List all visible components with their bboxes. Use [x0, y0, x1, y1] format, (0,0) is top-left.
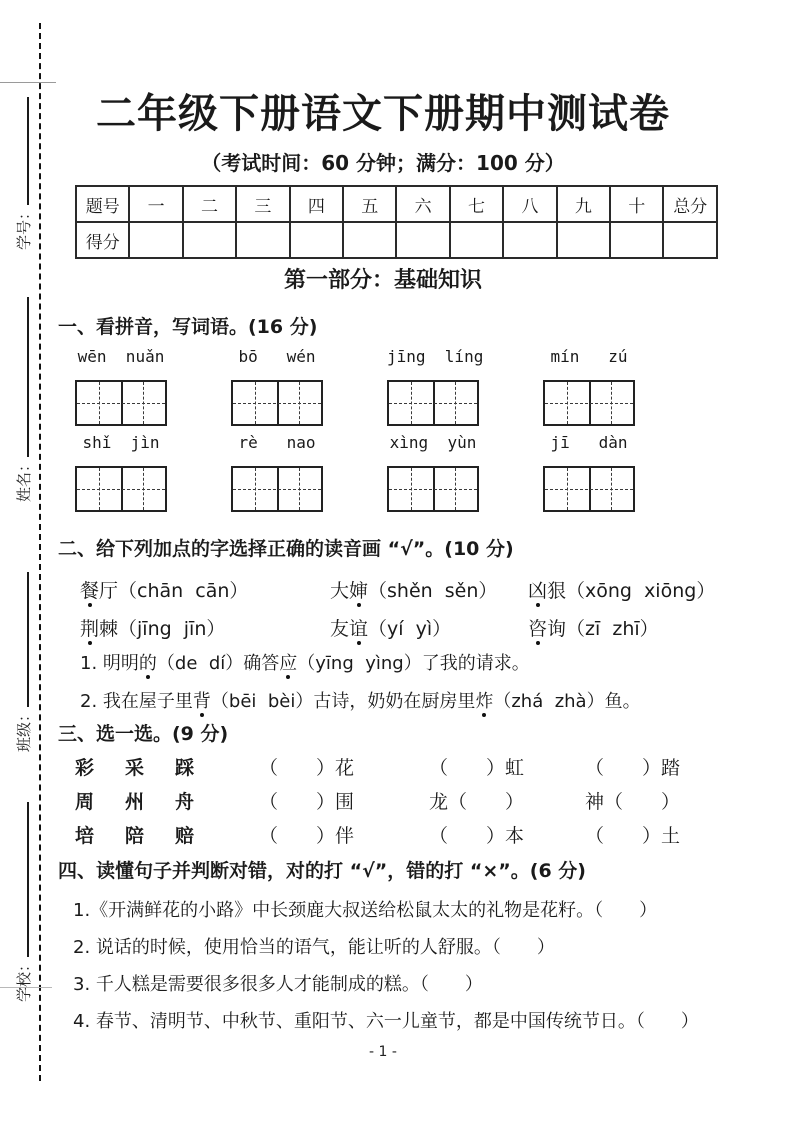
score-table-cell: 七 [450, 186, 503, 222]
text-segment: 询（zī zhī） [547, 618, 659, 640]
q3-options: 彩 采 踩 [75, 757, 201, 779]
writing-grid [75, 466, 167, 512]
q3-heading: 三、选一选。(9 分) [58, 723, 229, 745]
q3-blank: （ ）本 [429, 825, 525, 847]
q2-sentence [80, 649, 530, 675]
pinyin-label: mín zú [550, 347, 628, 366]
writing-grid [75, 380, 167, 426]
q3-blank: （ ）围 [259, 791, 355, 813]
score-input-cell [557, 222, 610, 258]
q4-item: 2. 说话的时候，使用恰当的语气，能让听的人舒服。（ ） [73, 937, 555, 958]
q2-word [330, 576, 497, 603]
score-table-cell: 二 [183, 186, 236, 222]
text-segment: 狠（xōng xiōng） [547, 580, 716, 602]
q3-row [75, 787, 753, 814]
text-segment: 棘（jīng jīn） [99, 618, 226, 640]
school-blank [15, 802, 29, 957]
pinyin-group [231, 346, 323, 426]
score-table-header-row [76, 186, 717, 222]
binding-dashed-line [39, 23, 41, 1081]
score-table-cell: 八 [503, 186, 556, 222]
q2-word [80, 576, 248, 603]
dotted-character: 谊 [349, 618, 369, 640]
text-segment: （shěn sěn） [368, 580, 498, 602]
score-table-cell: 一 [129, 186, 182, 222]
text-segment: （yīng yìng）了我的请求。 [297, 653, 530, 674]
score-input-cell [236, 222, 289, 258]
exam-title: 二年级下册语文下册期中测试卷 [96, 91, 670, 137]
dotted-character: 背 [192, 691, 211, 712]
pinyin-group [543, 432, 635, 512]
text-segment: 2. 我在屋子里 [80, 691, 193, 712]
q2-word [80, 614, 225, 641]
text-segment: 大 [330, 580, 350, 602]
dotted-character: 炸 [475, 691, 494, 712]
student-id-label: 学号： [15, 204, 33, 250]
writing-grid [543, 466, 635, 512]
pinyin-label: jī dàn [550, 433, 628, 452]
q3-options: 周 州 舟 [75, 791, 201, 813]
q3-blank: 神（ ） [585, 791, 681, 813]
score-input-cell [450, 222, 503, 258]
q3-blank: （ ）花 [259, 757, 355, 779]
pinyin-group [387, 346, 484, 426]
q3-blank: 龙（ ） [429, 791, 525, 813]
q3-blank: （ ）伴 [259, 825, 355, 847]
dotted-character: 凶 [528, 580, 548, 602]
name-label: 姓名： [15, 456, 33, 502]
score-input-cell [343, 222, 396, 258]
pinyin-group [75, 432, 167, 512]
pinyin-label: wēn nuǎn [77, 347, 165, 366]
pinyin-group [387, 432, 479, 512]
margin-field-name [14, 297, 34, 502]
dotted-character: 应 [279, 653, 298, 674]
q3-blank: （ ）虹 [429, 757, 525, 779]
q2-word [528, 614, 659, 641]
q3-options: 培 陪 赔 [75, 825, 201, 847]
q2-heading: 二、给下列加点的字选择正确的读音画 “√”。(10 分) [58, 538, 514, 560]
pinyin-label: bō wén [238, 347, 316, 366]
q1-heading: 一、看拼音，写词语。(16 分) [58, 316, 318, 338]
text-segment: 友 [330, 618, 350, 640]
text-segment: （de dí）确答 [156, 653, 280, 674]
q2-word [528, 576, 715, 603]
writing-grid [231, 466, 323, 512]
text-segment: （zhá zhà）鱼。 [493, 691, 641, 712]
score-input-cell [610, 222, 663, 258]
q2-sentence [80, 687, 641, 713]
class-blank [15, 572, 29, 707]
name-blank [15, 297, 29, 457]
writing-grid [387, 380, 479, 426]
score-table-cell: 题号 [76, 186, 129, 222]
q3-blank: （ ）土 [585, 825, 681, 847]
page-number: - 1 - [369, 1044, 397, 1060]
text-segment: 厅（chān cān） [99, 580, 249, 602]
score-input-cell [663, 222, 717, 258]
pinyin-label: shǐ jìn [82, 433, 160, 452]
score-table-cell: 三 [236, 186, 289, 222]
text-segment: （yí yì） [368, 618, 452, 640]
dotted-character: 咨 [528, 618, 548, 640]
score-table-cell: 四 [290, 186, 343, 222]
writing-grid [543, 380, 635, 426]
pinyin-group [231, 432, 323, 512]
pinyin-label: jīng líng [387, 347, 484, 366]
score-table-cell: 五 [343, 186, 396, 222]
margin-field-school [14, 802, 34, 1002]
score-table [75, 185, 718, 259]
score-table-cell: 六 [396, 186, 449, 222]
margin-field-class [14, 572, 34, 752]
score-table-score-row [76, 222, 717, 258]
dotted-character: 的 [138, 653, 157, 674]
school-label: 学校： [15, 956, 33, 1002]
pinyin-label: xìng yùn [389, 433, 477, 452]
score-table-cell: 九 [557, 186, 610, 222]
score-input-cell [396, 222, 449, 258]
pinyin-group [543, 346, 635, 426]
section-heading: 第一部分：基础知识 [283, 268, 482, 293]
text-segment: （bēi bèi）古诗，奶奶在厨房里 [210, 691, 476, 712]
score-input-cell [129, 222, 182, 258]
q2-word [330, 614, 451, 641]
writing-grid [231, 380, 323, 426]
q4-item: 3. 千人糕是需要很多很多人才能制成的糕。（ ） [73, 974, 483, 995]
score-input-cell [503, 222, 556, 258]
q4-item: 4. 春节、清明节、中秋节、重阳节、六一儿童节，都是中国传统节日。（ ） [73, 1011, 699, 1032]
exam-info: （考试时间：60 分钟；满分：100 分） [201, 151, 565, 175]
score-input-cell [290, 222, 343, 258]
pinyin-label: rè nao [238, 433, 316, 452]
q4-item: 1.《开满鲜花的小路》中长颈鹿大叔送给松鼠太太的礼物是花籽。（ ） [73, 900, 658, 921]
score-table-cell: 得分 [76, 222, 129, 258]
dotted-character: 荆 [80, 618, 100, 640]
score-input-cell [183, 222, 236, 258]
q3-blank: （ ）踏 [585, 757, 681, 779]
q3-row [75, 753, 753, 780]
q4-heading: 四、读懂句子并判断对错，对的打 “√”，错的打 “×”。(6 分) [58, 860, 586, 882]
q3-row [75, 821, 753, 848]
score-table-cell: 十 [610, 186, 663, 222]
text-segment: 1. 明明 [80, 653, 139, 674]
writing-grid [387, 466, 479, 512]
score-table-cell: 总分 [663, 186, 717, 222]
pinyin-group [75, 346, 167, 426]
class-label: 班级： [15, 706, 33, 752]
dotted-character: 餐 [80, 580, 100, 602]
dotted-character: 婶 [349, 580, 369, 602]
